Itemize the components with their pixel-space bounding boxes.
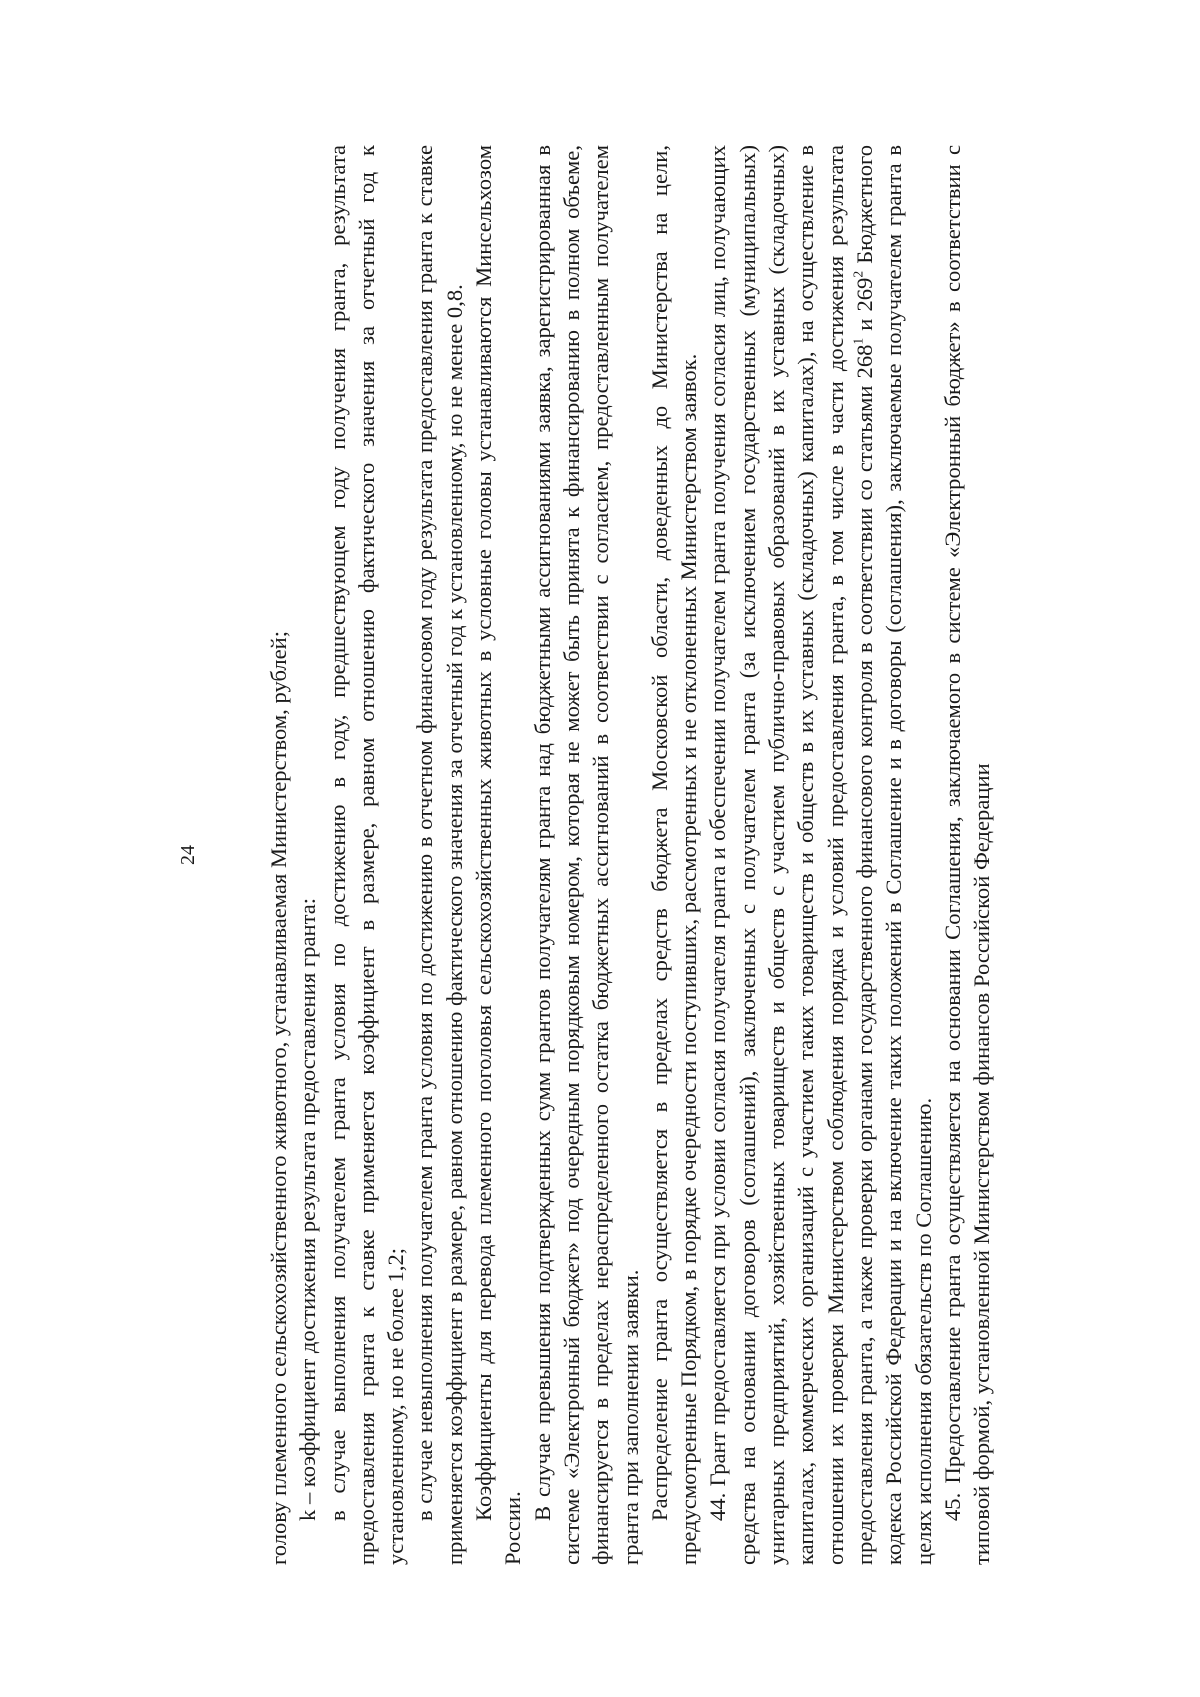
- superscript-article-269: 2: [850, 270, 866, 278]
- paragraph-nonfulfillment-case: в случае невыполнения получателем гранта условия по достижению в отчетном финансовом году результата предоставления гранта к ставке применяется коэффициент в размере, равном отношению фактического значения за отчетный год к установленному, но не менее 0,8.: [412, 145, 467, 1565]
- superscript-article-268: 1: [850, 337, 866, 345]
- paragraph-44-consent: [703, 145, 937, 1565]
- paragraph-44-part-2: и 269: [851, 277, 877, 338]
- paragraph-excess-grants: В случае превышения подтвержденных сумм грантов получателям гранта над бюджетными ассигнованиями заявка, зарегистрированная в системе «Электронный бюджет» под очередным порядковым номером, которая не может быть принята к финансированию в полном объеме, финансируется в пределах нераспределенного остатка бюджетных ассигнований в соответствии с согласием, предоставленным получателем гранта при заполнении заявки.: [529, 145, 643, 1565]
- paragraph-44-part-3: Бюджетного кодекса Российской Федерации и на включение таких положений в Соглашение и в договоры (соглашения), заключаемые получателем гранта в целях исполнения обязательств по Соглашению.: [851, 144, 936, 1565]
- document-page: [176, 145, 1056, 1565]
- paragraph-coefficient-k: k – коэффициент достижения результата предоставления гранта:: [295, 897, 321, 1521]
- paragraph-45-agreement: 45. Предоставление гранта осуществляется на основании Соглашения, заключаемого в системе «Электронный бюджет» в соответствии с типовой формой, установленной Министерством финансов Российской Федерации: [939, 145, 995, 1565]
- paragraph-grant-distribution: Распределение гранта осуществляется в пределах средств бюджета Московской области, доведенных до Министерства на цели, предусмотренные Порядком, в порядке очередности поступивших, рассмотренных и не отклоненных Министерством заявок.: [646, 145, 702, 1565]
- paragraph-conversion-coefficients: Коэффициенты для перевода племенного поголовья сельскохозяйственных животных в условные головы устанавливаются Минсельхозом России.: [471, 145, 526, 1565]
- document-body: [264, 145, 996, 1565]
- paragraph-livestock-rate: голову племенного сельскохозяйственного животного, устанавливаемая Министерством, рублей;: [266, 630, 291, 1565]
- paragraph-44-part-1: 44. Грант предоставляется при условии согласия получателя гранта и обеспечении получателем гранта получения согласия лиц, получающих средства на основании договоров (соглашений), заключенных с получателем гранта (за исключением государственных (муниципальных) унитарных предприятий, хозяйственных товариществ и обществ с участием публично-правовых образований в их уставных (складочных) капиталах, коммерческих организаций с участием таких товариществ и обществ в их уставных (складочных) капиталах), на осуществление в отношении их проверки Министерством соблюдения порядка и условий предоставления гранта, в том числе в части достижения результата предоставления гранта, а также проверки органами государственного финансового контроля в соответствии со статьями 268: [705, 145, 877, 1565]
- paragraph-fulfillment-case: в случае выполнения получателем гранта условия по достижению в году, предшествующем году получения гранта, результата предоставления гранта к ставке применяется коэффициент в размере, равном отношению фактического значения за отчетный год к установленному, но не более 1,2;: [324, 145, 409, 1565]
- page-number: 24: [177, 845, 199, 865]
